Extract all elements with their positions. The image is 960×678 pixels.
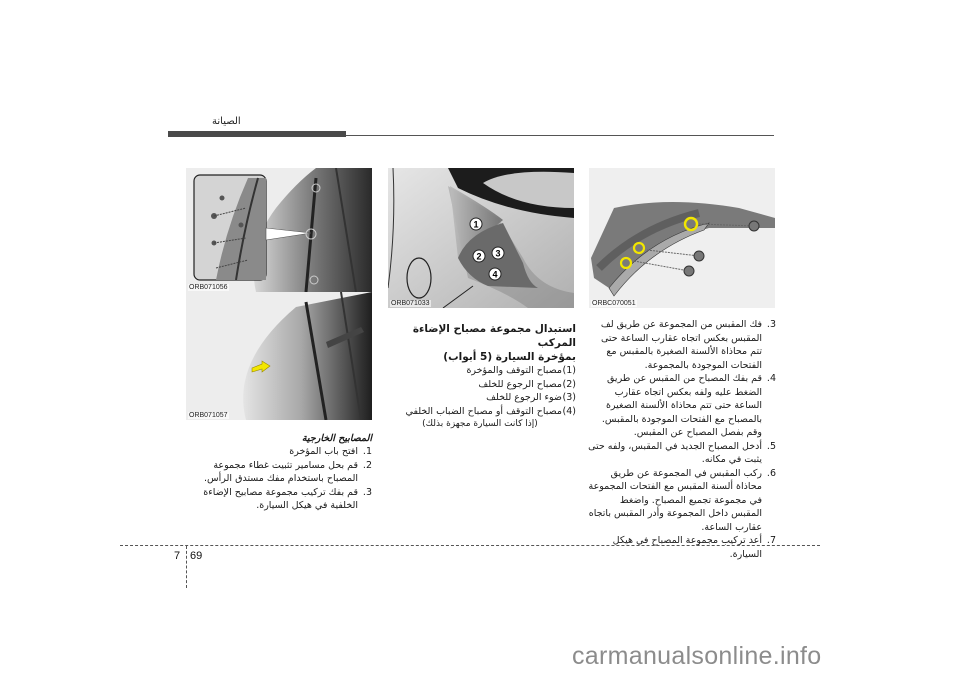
figure-rear-combination-lamp xyxy=(388,168,574,308)
step-text: أعد تركيب مجموعة المصباح في هيكل السيارة. xyxy=(612,535,762,560)
step-number: 2. xyxy=(362,459,372,471)
page-number: 69 xyxy=(190,550,203,562)
bulb-replacement-steps xyxy=(588,318,776,561)
step-item xyxy=(588,440,776,467)
lamp-number: (4) xyxy=(562,405,576,417)
lamp-number: (1) xyxy=(562,365,576,376)
step-item xyxy=(588,534,776,561)
footer-rule xyxy=(120,545,820,546)
callout-1: 1 xyxy=(473,219,479,230)
figure-trim-screws xyxy=(186,168,372,292)
lamp-item xyxy=(384,405,576,419)
lamp-item xyxy=(384,391,576,405)
step-number: 1. xyxy=(362,446,372,457)
lamp-list xyxy=(384,364,576,418)
step-text: قم بحل مسامير تثبيت غطاء مجموعة المصباح باستخدام مفك مستدق الرأس. xyxy=(204,459,358,484)
lamp-item xyxy=(384,364,576,378)
header-bar xyxy=(168,131,346,137)
figure-code: ORB071057 xyxy=(189,412,228,419)
step-text: ركب المقبس في المجموعة عن طريق محاذاة ألسنة المقبس مع الفتحات المجموعة في مجموعة تجميع المصباح. واضغط المقبس داخل المجموعة وأدر المقبس باتجاه عقارب الساعة. xyxy=(588,467,762,533)
lamp-note: (إذا كانت السيارة مجهزة بذلك) xyxy=(422,419,538,429)
rear-combination-lamp-section xyxy=(384,322,576,432)
lamp-text: مصباح التوقف والمؤخرة xyxy=(466,365,562,376)
step-text: فك المقبس من المجموعة عن طريق لف المقبس بعكس اتجاه عقارب الساعة حتى تتم محاذاة الألسنة الصغيرة بالمقبس مع الفتحات الموجودة بالمجموعة. xyxy=(600,319,762,371)
figure-bulb-sockets xyxy=(589,168,775,308)
lamp-text: ضوء الرجوع للخلف xyxy=(486,392,562,403)
figure-code: ORBC070051 xyxy=(592,300,636,307)
step-number: 6. xyxy=(766,467,776,479)
figure-code: ORB071033 xyxy=(391,300,430,307)
lamp-item xyxy=(384,378,576,392)
header-rule xyxy=(346,135,774,136)
step-item xyxy=(190,486,372,513)
steps-list xyxy=(190,445,372,513)
callout-3: 3 xyxy=(495,248,501,259)
step-number: 7. xyxy=(766,535,776,546)
figure-code: ORB071056 xyxy=(189,284,228,291)
lamp-text: مصباح التوقف أو مصباح الضباب الخلفي xyxy=(405,405,562,417)
step-number: 4. xyxy=(766,373,776,384)
lamp-text: مصباح الرجوع للخلف xyxy=(478,378,562,390)
step-item xyxy=(588,318,776,372)
chapter-number: 7 xyxy=(174,550,181,562)
lamp-number: (2) xyxy=(562,378,576,390)
step-number: 3. xyxy=(766,319,776,330)
section-heading-line2: بمؤخرة السيارة (5 أبواب) xyxy=(443,351,576,363)
section-title: الصيانة xyxy=(212,116,241,127)
step-item xyxy=(190,459,372,486)
step-text: افتح باب المؤخرة xyxy=(289,446,358,457)
step-number: 5. xyxy=(766,440,776,452)
exterior-lights-section xyxy=(190,432,372,513)
footer-divider xyxy=(186,546,187,588)
watermark: carmanualsonline.info xyxy=(572,642,822,670)
step-text: أدخل المصباح الجديد في المقبس، ولفه حتى يثبت في مكانه. xyxy=(588,440,762,465)
step-item xyxy=(190,445,372,459)
section-heading: المصابيح الخارجية xyxy=(301,433,372,444)
step-text: قم بفك المصباح من المقبس عن طريق الضغط عليه ولفه بعكس اتجاه عقارب الساعة حتى تتم محاذاة الألسنة الصغيرة بالمصباح مع الفتحات الموجودة بالمقبس. وقم بفصل المصباح عن المقبس. xyxy=(601,373,762,438)
callout-2: 2 xyxy=(476,251,482,262)
steps-list xyxy=(588,318,776,561)
step-text: قم بفك تركيب مجموعة مصابيح الإضاءة الخلفية في هيكل السيارة. xyxy=(203,486,358,511)
callout-4: 4 xyxy=(492,269,498,280)
step-item xyxy=(588,372,776,440)
lamp-number: (3) xyxy=(562,392,576,403)
step-number: 3. xyxy=(362,486,372,498)
step-item xyxy=(588,467,776,535)
figure-lamp-removal xyxy=(186,292,372,420)
section-heading: استبدال مجموعة مصباح الإضاءة المركب xyxy=(412,323,576,349)
